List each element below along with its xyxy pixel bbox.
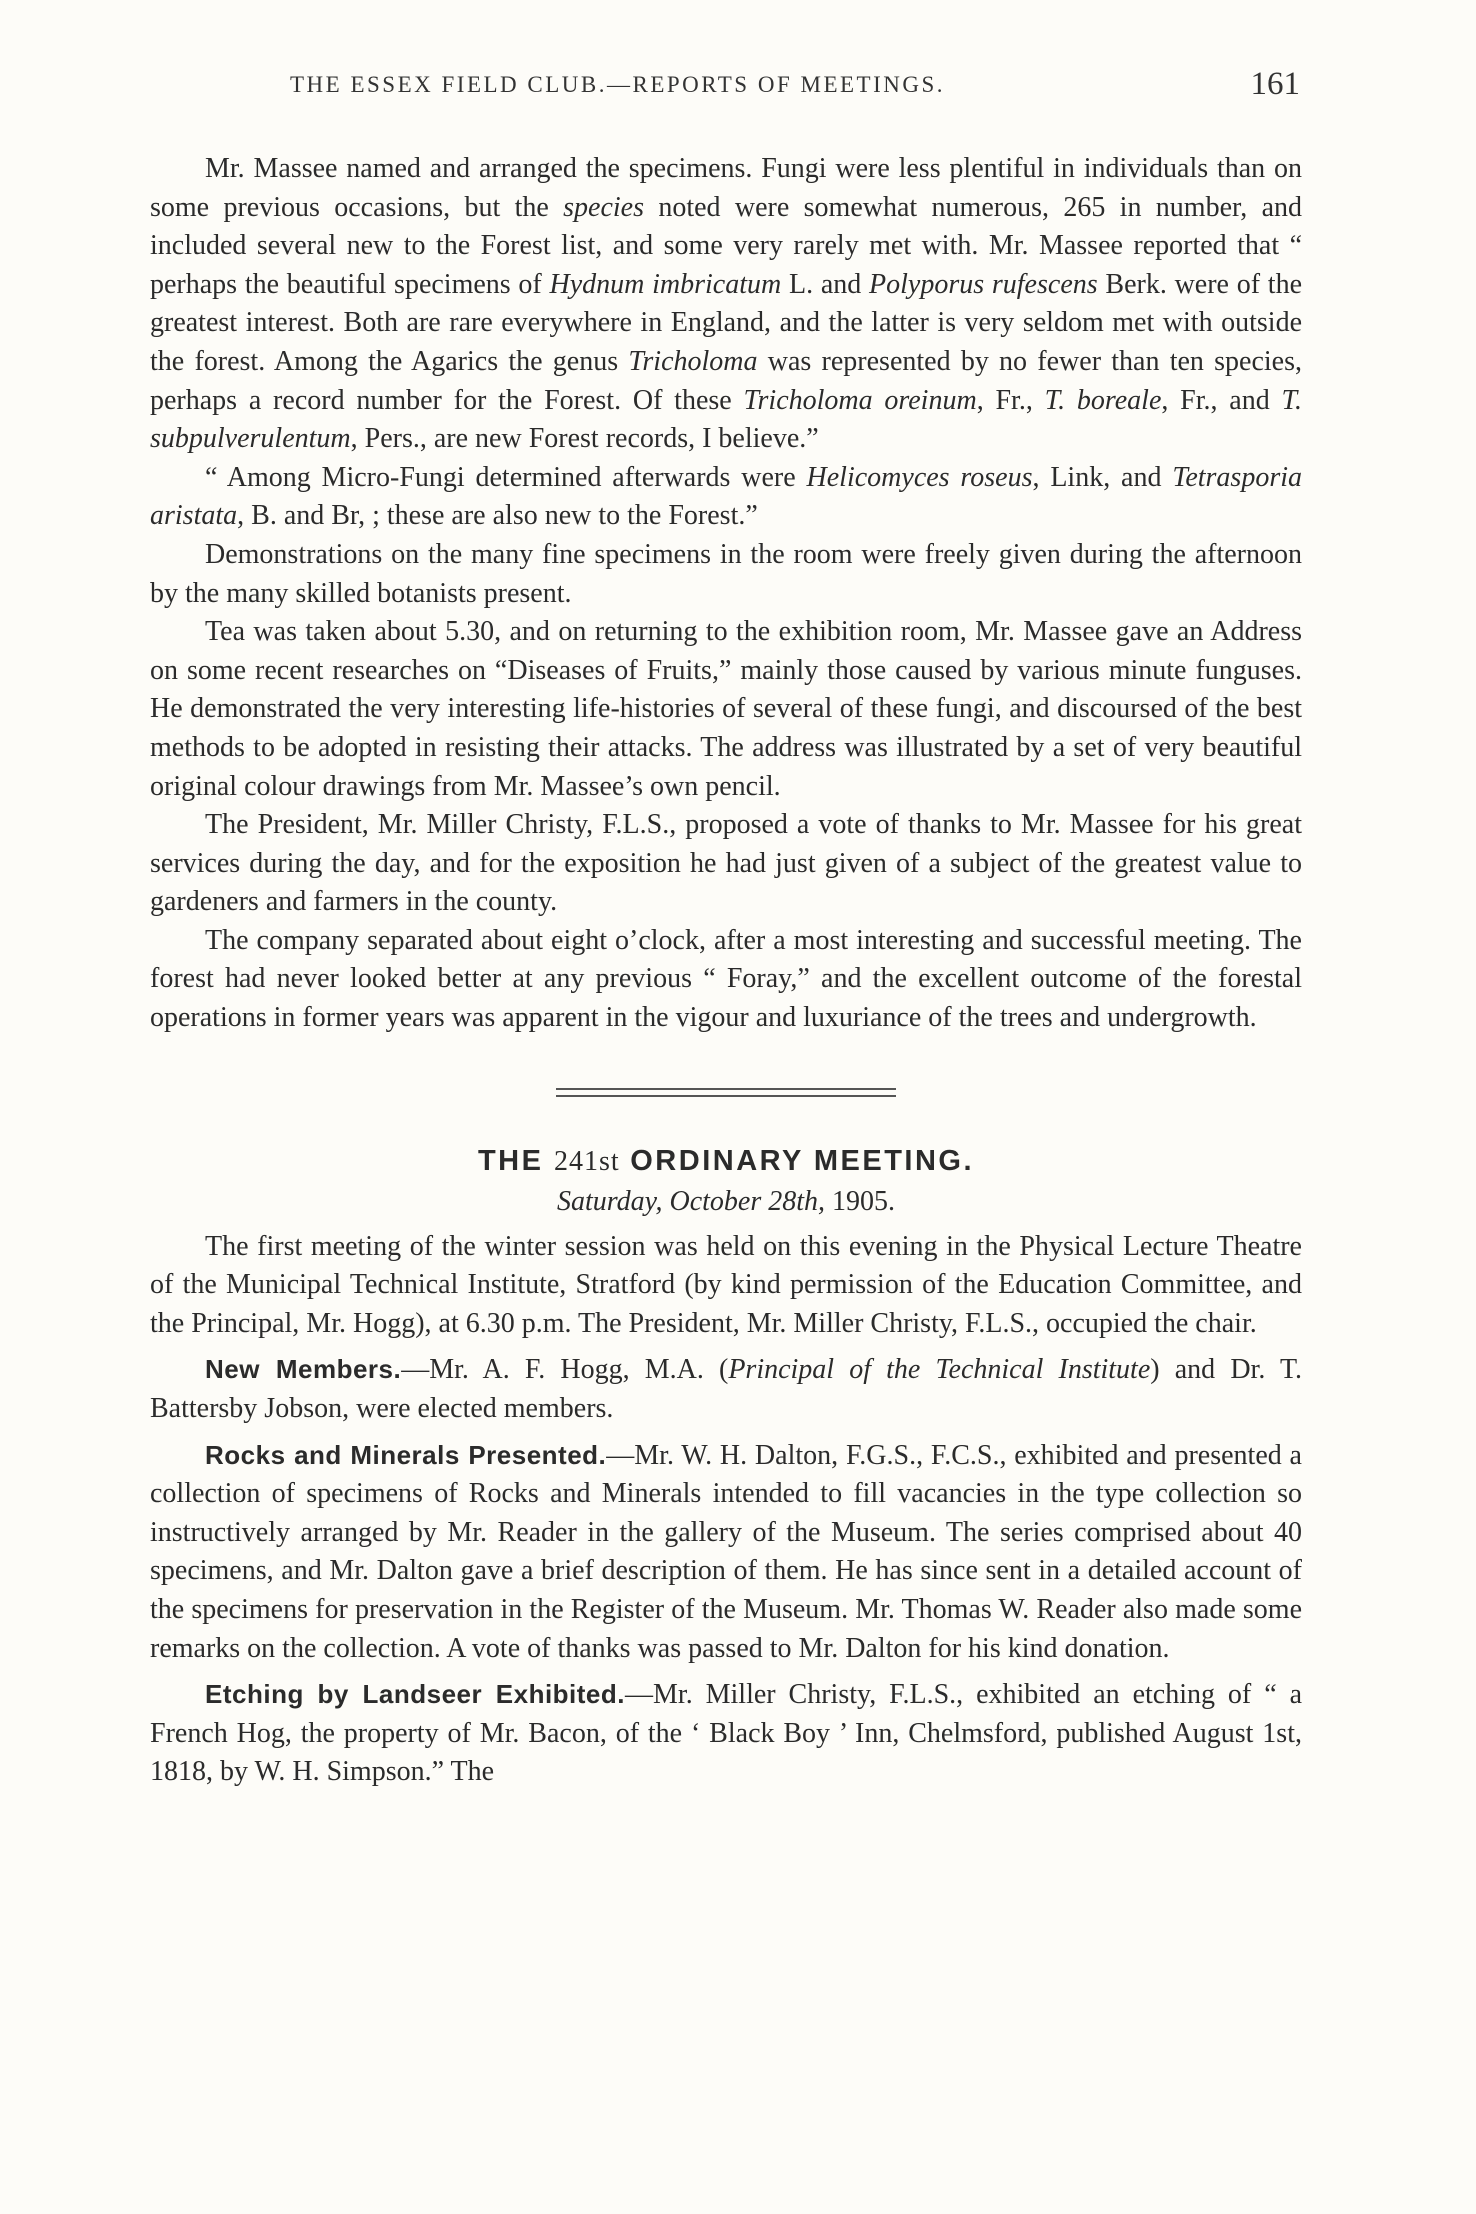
paragraph-vote-of-thanks: The President, Mr. Miller Christy, F.L.S., proposed a vote of thanks to Mr. Massee for his great services during the day, and for the exposition he had just given of a subject of the greatest value to gardeners and farmers in the county. [150, 809, 1302, 918]
page-number: 161 [1250, 66, 1300, 102]
paragraph-new-members: New Members.—Mr. A. F. Hogg, M.A. (Principal of the Technical Institute) and Dr. T. Battersby Jobson, were elected members. [150, 1354, 1302, 1425]
section-heading-rocks-minerals: Rocks and Minerals Presented. [205, 1439, 607, 1470]
paragraph-micro-fungi: “ Among Micro-Fungi determined afterwards were Helicomyces roseus, Link, and Tetrasporia aristata, B. and Br, ; these are also new to the Forest.” [150, 461, 1302, 532]
paragraph-etching: Etching by Landseer Exhibited.—Mr. Miller Christy, F.L.S., exhibited an etching of “ a French Hog, the property of Mr. Bacon, of the ‘ Black Boy ’ Inn, Chelmsford, published August 1st, 1818, by W. H. Simpson.” The [150, 1679, 1302, 1788]
paragraph-rocks-minerals: Rocks and Minerals Presented.—Mr. W. H. Dalton, F.G.S., F.C.S., exhibited and presented a collection of specimens of Rocks and Minerals intended to fill vacancies in the type collection so instructively arranged by Mr. Reader in the gallery of the Museum. The series comprised about 40 specimens, and Mr. Dalton gave a brief description of them. He has since sent in a detailed account of the specimens for preservation in the Register of the Museum. Mr. Thomas W. Reader also made some remarks on the collection. A vote of thanks was passed to Mr. Dalton for his kind donation. [150, 1439, 1302, 1664]
paragraph-address: Tea was taken about 5.30, and on returning to the exhibition room, Mr. Massee gave an Address on some recent researches on “Diseases of Fruits,” mainly those caused by various minute funguses. He demonstrated the very interesting life-histories of several of these fungi, and discoursed of the best methods to be adopted in resisting their attacks. The address was illustrated by a set of very beautiful original colour drawings from Mr. Massee’s own pencil. [150, 616, 1302, 802]
paragraph-meeting-intro: The first meeting of the winter session was held on this evening in the Physical Lecture Theatre of the Municipal Technical Institute, Stratford (by kind permission of the Education Committee, and the Principal, Mr. Hogg), at 6.30 p.m. The President, Mr. Miller Christy, F.L.S., occupied the chair. [150, 1230, 1302, 1339]
section-divider [556, 1088, 896, 1097]
meeting-heading: THE 241st ORDINARY MEETING. [477, 1144, 975, 1177]
meeting-date: Saturday, October 28th, 1905. [556, 1185, 896, 1217]
paragraph-demonstrations: Demonstrations on the many fine specimens in the room were freely given during the afternoon by the many skilled botanists present. [150, 538, 1302, 609]
paragraph-closing: The company separated about eight o’clock, after a most interesting and successful meeting. The forest had never looked better at any previous “ Foray,” and the excellent outcome of the forestal operations in former years was apparent in the vigour and luxuriance of the trees and undergrowth. [150, 924, 1302, 1034]
running-title: THE ESSEX FIELD CLUB.—REPORTS OF MEETINGS. [290, 72, 946, 97]
paragraph-foray-report: Mr. Massee named and arranged the specimens. Fungi were less plentiful in individuals than on some previous occasions, but the species noted were somewhat numerous, 265 in number, and included several new to the Forest list, and some very rarely met with. Mr. Massee reported that “ perhaps the beautiful specimens of Hydnum imbricatum L. and Polyporus rufescens Berk. were of the greatest interest. Both are rare everywhere in England, and the latter is very seldom met with outside the forest. Among the Agarics the genus Tricholoma was represented by no fewer than ten species, perhaps a record number for the Forest. Of these Tricholoma oreinum, Fr., T. boreale, Fr., and T. subpulverulentum, Pers., are new Forest records, I believe.” [150, 153, 1303, 455]
section-heading-etching: Etching by Landseer Exhibited. [205, 1679, 626, 1710]
page-body [150, 150, 1302, 1792]
section-heading-new-members: New Members. [205, 1354, 402, 1385]
